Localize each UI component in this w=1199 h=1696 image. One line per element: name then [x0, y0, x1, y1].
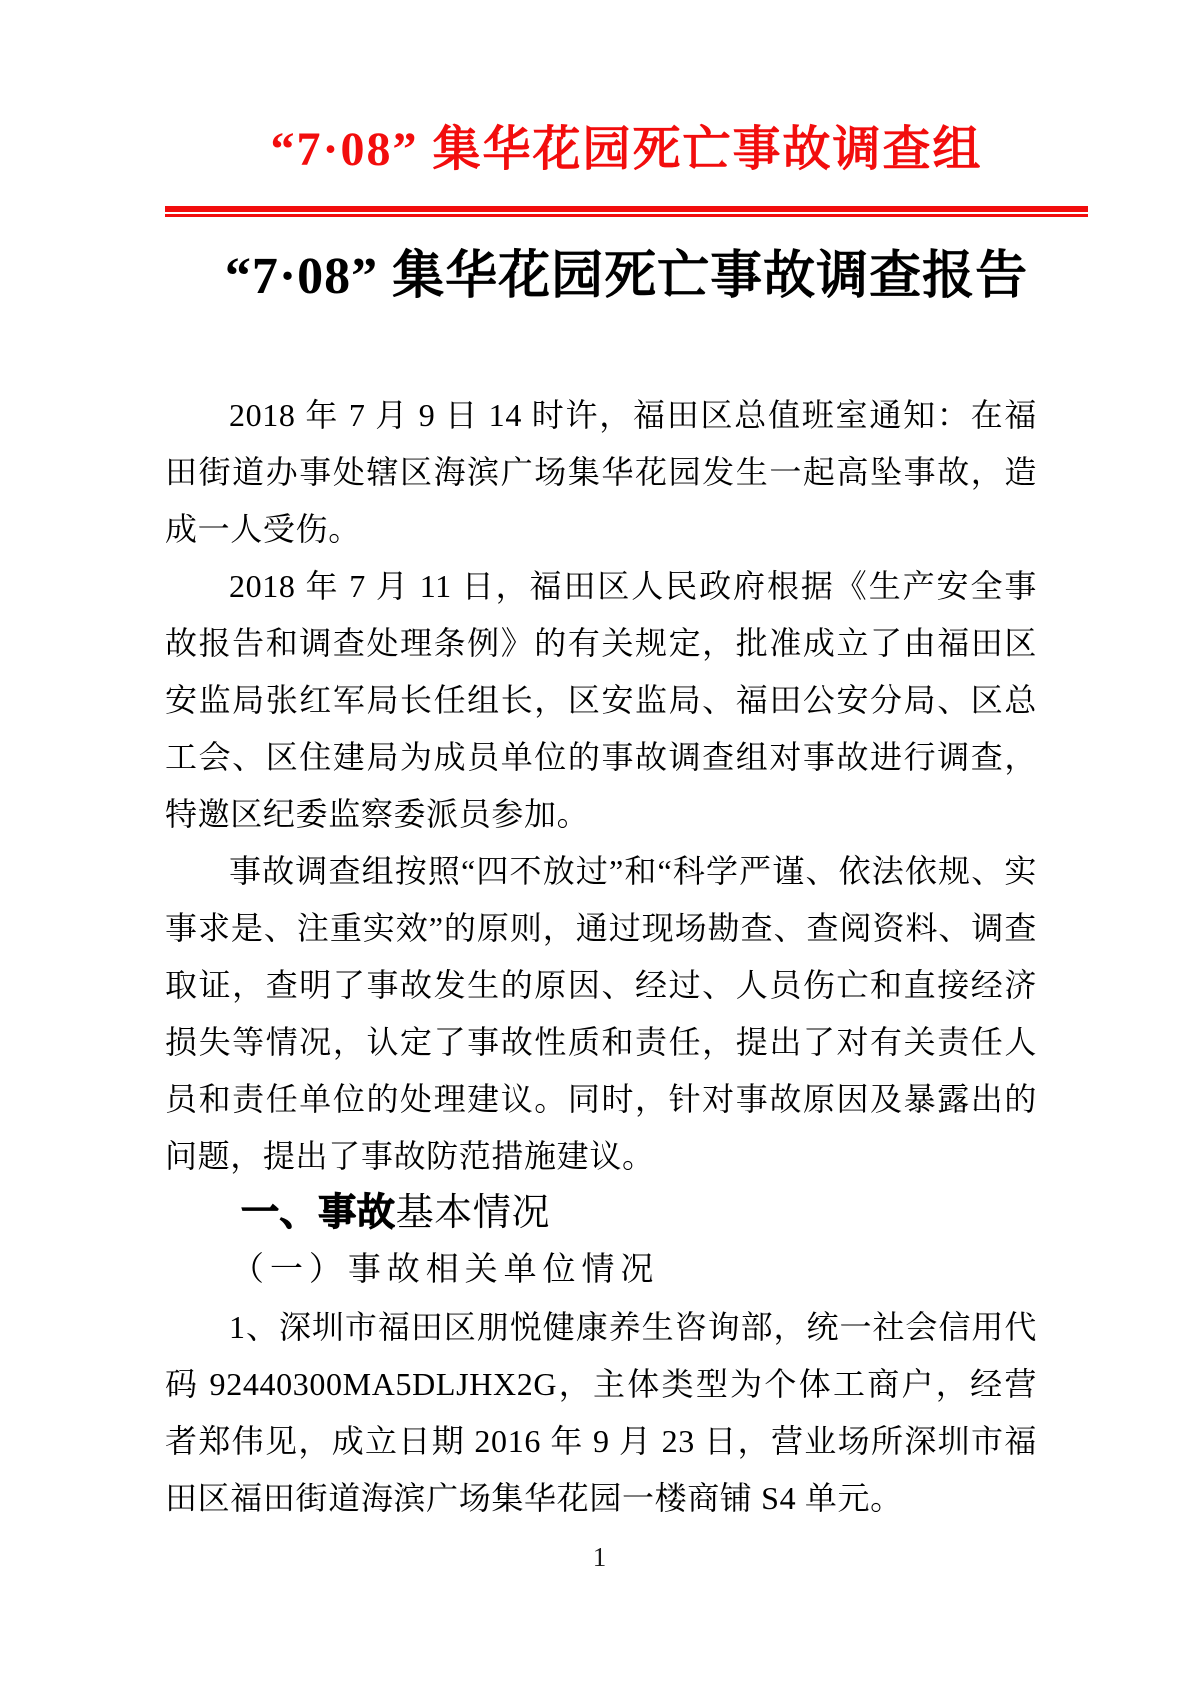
letterhead-org-title: “7·08” 集华花园死亡事故调查组 — [270, 123, 983, 176]
document-body — [165, 387, 1037, 1527]
paragraph-investigation-principles: 事故调查组按照“四不放过”和“科学严谨、依法依规、实事求是、注重实效”的原则，通过现场勘查、查阅资料、调查取证，查明了事故发生的原因、经过、人员伤亡和直接经济损失等情况，认定了事故性质和责任，提出了对有关责任人员和责任单位的处理建议。同时，针对事故原因及暴露出的问题，提出了事故防范措施建议。 — [165, 853, 1037, 1174]
letterhead-rule — [165, 206, 1088, 217]
section-heading-text: 基本情况 — [395, 1192, 551, 1234]
section-heading-basic-situation — [165, 1185, 1037, 1242]
paragraph-unit-info: 1、深圳市福田区朋悦健康养生咨询部，统一社会信用代码 92440300MA5DLJHX2G，主体类型为个体工商户，经营者郑伟见，成立日期 2016 年 9 月 23 日，营业场所深圳市福田区福田街道海滨广场集华花园一楼商铺 S4 单元。 — [165, 1309, 1037, 1516]
subsection-heading-related-units: （一）事故相关单位情况 — [231, 1252, 660, 1288]
paragraph-investigation-team: 2018 年 7 月 11 日，福田区人民政府根据《生产安全事故报告和调查处理条例》的有关规定，批准成立了由福田区安监局张红军局长任组长，区安监局、福田公安分局、区总工会、区住建局为成员单位的事故调查组对事故进行调查，特邀区纪委监察委派员参加。 — [165, 568, 1037, 832]
paragraph-incident-notice: 2018 年 7 月 9 日 14 时许，福田区总值班室通知：在福田街道办事处辖区海滨广场集华花园发生一起高坠事故，造成一人受伤。 — [165, 397, 1037, 547]
document-title: “7·08” 集华花园死亡事故调查报告 — [224, 248, 1029, 305]
section-heading-number: 一、事故 — [241, 1192, 396, 1234]
page-number: 1 — [592, 1542, 607, 1572]
letterhead-rule-thin-line — [165, 214, 1088, 217]
page-content — [165, 0, 1088, 1527]
